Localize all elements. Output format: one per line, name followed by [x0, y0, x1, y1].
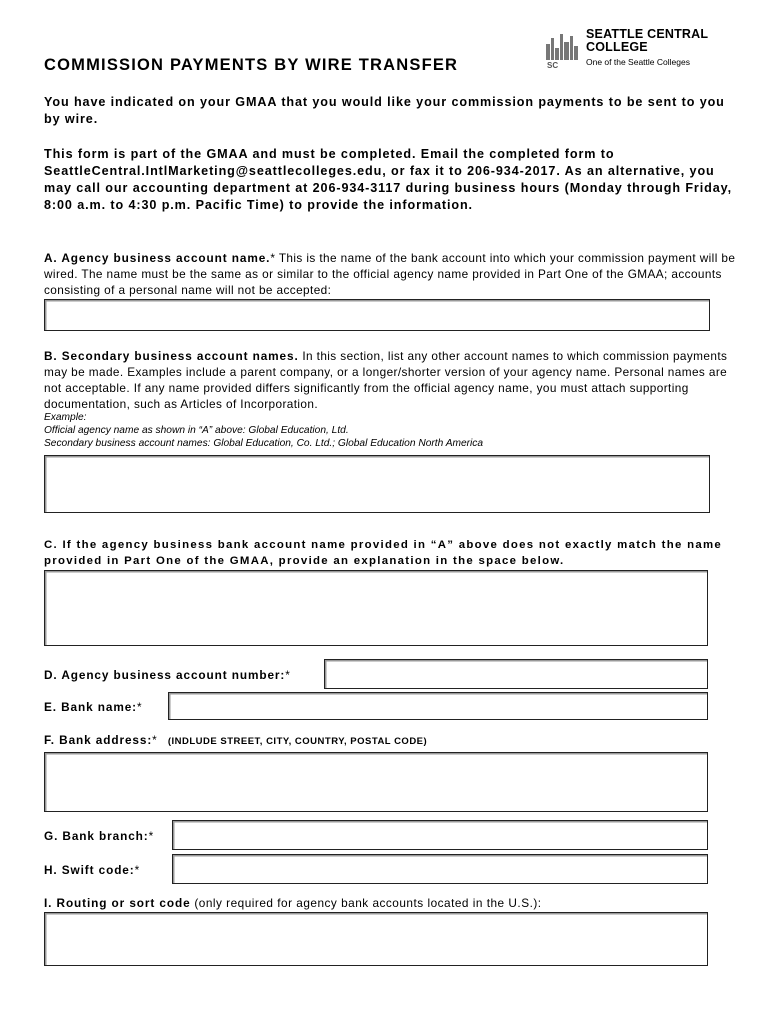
agency-account-name-field[interactable] — [44, 299, 710, 331]
section-d-asterisk: * — [285, 668, 291, 682]
section-b-text — [44, 348, 744, 412]
logo-line-1: SEATTLE CENTRAL — [586, 27, 709, 41]
college-logo — [544, 28, 724, 72]
bank-address-field[interactable] — [44, 752, 708, 812]
section-f-asterisk: * — [152, 733, 158, 747]
section-i-description: (only required for agency bank accounts located in the U.S.): — [190, 896, 542, 910]
section-a-description: This is the name of the bank account into which your commission payment will be wired. The name must be the same as or similar to the official agency name provided in Part One of the GMAA; accounts consisting of a personal name will not be accepted: — [44, 251, 736, 297]
section-d-label: D. Agency business account number: — [44, 668, 286, 682]
section-b-example-line-2: Secondary business account names: Global Education, Co. Ltd.; Global Education North America — [44, 438, 484, 449]
section-a-asterisk: * — [270, 251, 276, 265]
secondary-account-names-field[interactable] — [44, 455, 710, 513]
swift-code-field[interactable] — [172, 854, 708, 884]
explanation-field[interactable] — [44, 570, 708, 646]
svg-text:SC: SC — [547, 61, 559, 70]
section-i-label: I. Routing or sort code — [44, 896, 191, 910]
section-g-asterisk: * — [148, 829, 155, 843]
section-e-text — [44, 700, 143, 714]
section-b-description: In this section, list any other account names to which commission payments may be made. Examples include a parent company, or a longer/shorter version of your agency name. Personal names are not acceptable. If any name provided differs significantly from the official agency name, you must attach supporting documentation, such as Articles of Incorporation. — [44, 349, 728, 411]
section-g-text — [44, 829, 154, 843]
section-g-label: G. Bank branch: — [44, 829, 149, 843]
bank-branch-field[interactable] — [172, 820, 708, 850]
section-b-label: B. Secondary business account names. — [44, 349, 299, 363]
intro-paragraph-1: You have indicated on your GMAA that you would like your commission payments to be sent to you by wire. — [44, 95, 725, 126]
section-f-label: F. Bank address: — [44, 733, 153, 747]
account-number-field[interactable] — [324, 659, 708, 689]
section-b-example-line-1: Official agency name as shown in “A” above: Global Education, Ltd. — [44, 425, 349, 436]
section-f-text — [44, 733, 427, 747]
routing-code-field[interactable] — [44, 912, 708, 966]
logo-line-2: COLLEGE — [586, 40, 648, 54]
section-b-example-heading: Example: — [44, 412, 87, 423]
section-e-label: E. Bank name: — [44, 700, 137, 714]
section-e-asterisk: * — [137, 700, 143, 714]
section-h-label: H. Swift code: — [44, 863, 135, 877]
page-title: COMMISSION PAYMENTS BY WIRE TRANSFER — [44, 56, 459, 74]
intro-paragraph-2: This form is part of the GMAA and must be completed. Email the completed form to SeattleCentral.IntlMarketing@seattlecolleges.edu, or fax it to 206-934-2017. As an alternative, you may call our accounting department at 206-934-3117 during business hours (Monday through Friday, 8:00 a.m. to 4:30 p.m. Pacific Time) to provide the information. — [44, 147, 732, 212]
section-f-note: (INDLUDE STREET, CITY, COUNTRY, POSTAL CODE) — [167, 736, 428, 747]
section-h-text — [44, 863, 140, 877]
skyline-logo-icon — [544, 30, 580, 70]
section-d-text — [44, 668, 291, 682]
section-h-asterisk: * — [134, 863, 141, 877]
section-i-text — [44, 896, 542, 910]
section-c-label: C. If the agency business bank account name provided in “A” above does not exactly match the name provided in Part One of the GMAA, provide an explanation in the space below. — [44, 539, 723, 567]
section-a-text — [44, 250, 744, 298]
section-a-label: A. Agency business account name. — [44, 251, 271, 265]
logo-tagline: One of the Seattle Colleges — [586, 57, 690, 67]
bank-name-field[interactable] — [168, 692, 708, 720]
